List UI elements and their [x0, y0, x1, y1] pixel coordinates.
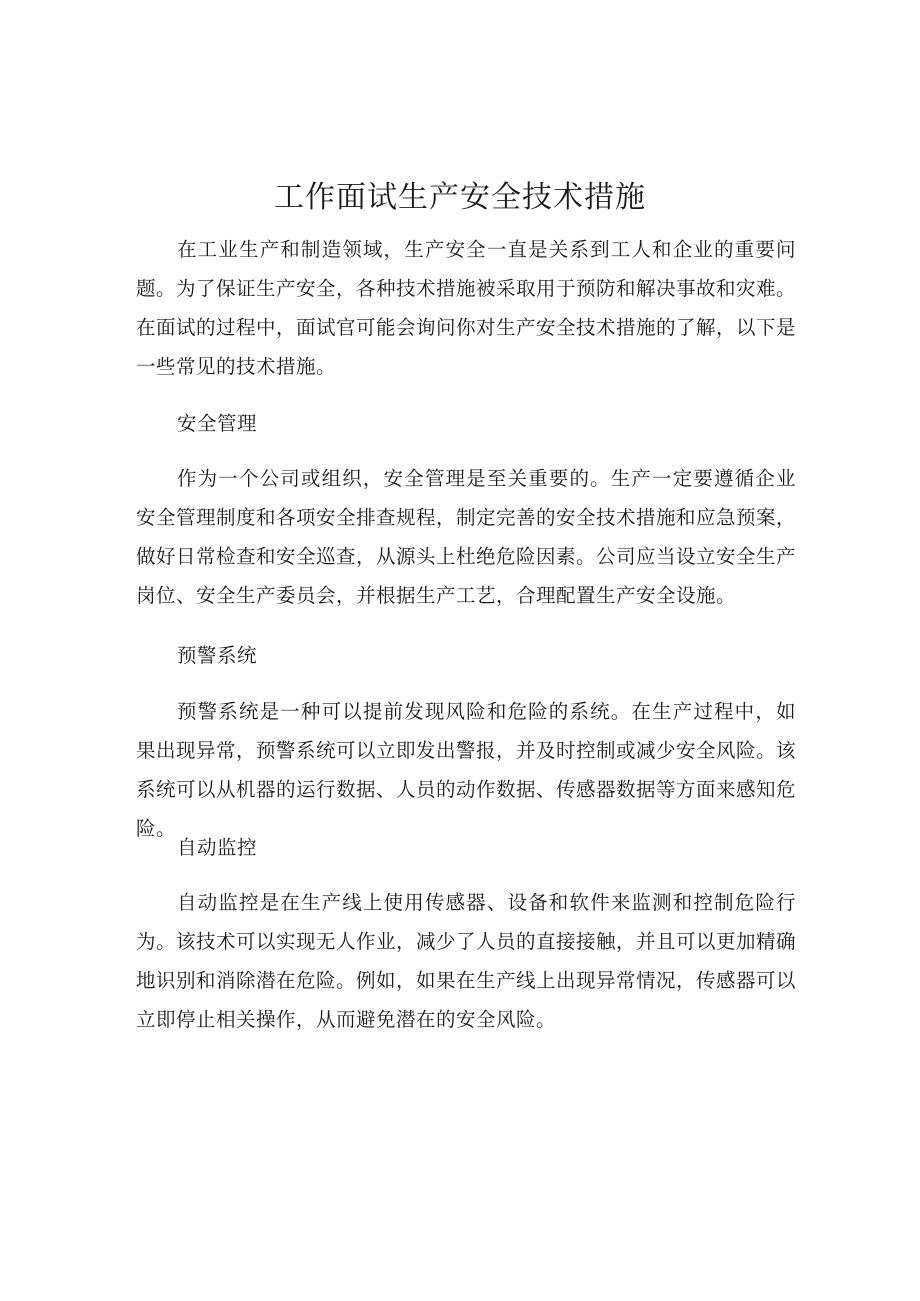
section-heading-warning-system: 预警系统: [177, 644, 258, 667]
section-body-auto-monitoring: 自动监控是在生产线上使用传感器、设备和软件来监测和控制危险行为。该技术可以实现无人作业，减少了人员的直接接触，并且可以更加精确地识别和消除潜在危险。例如，如果在生产线上出现异常情况，传感器可以立即停止相关操作，从而避免潜在的安全风险。: [136, 891, 797, 1031]
document-title: 工作面试生产安全技术措施: [274, 180, 646, 215]
section-heading-safety-management: 安全管理: [177, 412, 258, 435]
section-body-warning-system: 预警系统是一种可以提前发现风险和危险的系统。在生产过程中，如果出现异常，预警系统可以立即发出警报，并及时控制或减少安全风险。该系统可以从机器的运行数据、人员的动作数据、传感器数据等方面来感知危险。: [136, 700, 797, 840]
section-body-safety-management: 作为一个公司或组织，安全管理是至关重要的。生产一定要遵循企业安全管理制度和各项安全排查规程，制定完善的安全技术措施和应急预案，做好日常检查和安全巡查，从源头上杜绝危险因素。公司应当设立安全生产岗位、安全生产委员会，并根据生产工艺，合理配置生产安全设施。: [136, 467, 797, 607]
intro-paragraph: 在工业生产和制造领域，生产安全一直是关系到工人和企业的重要问题。为了保证生产安全，各种技术措施被采取用于预防和解决事故和灾难。在面试的过程中，面试官可能会询问你对生产安全技术措施的了解，以下是一些常见的技术措施。: [136, 238, 797, 378]
section-heading-auto-monitoring: 自动监控: [177, 836, 258, 859]
